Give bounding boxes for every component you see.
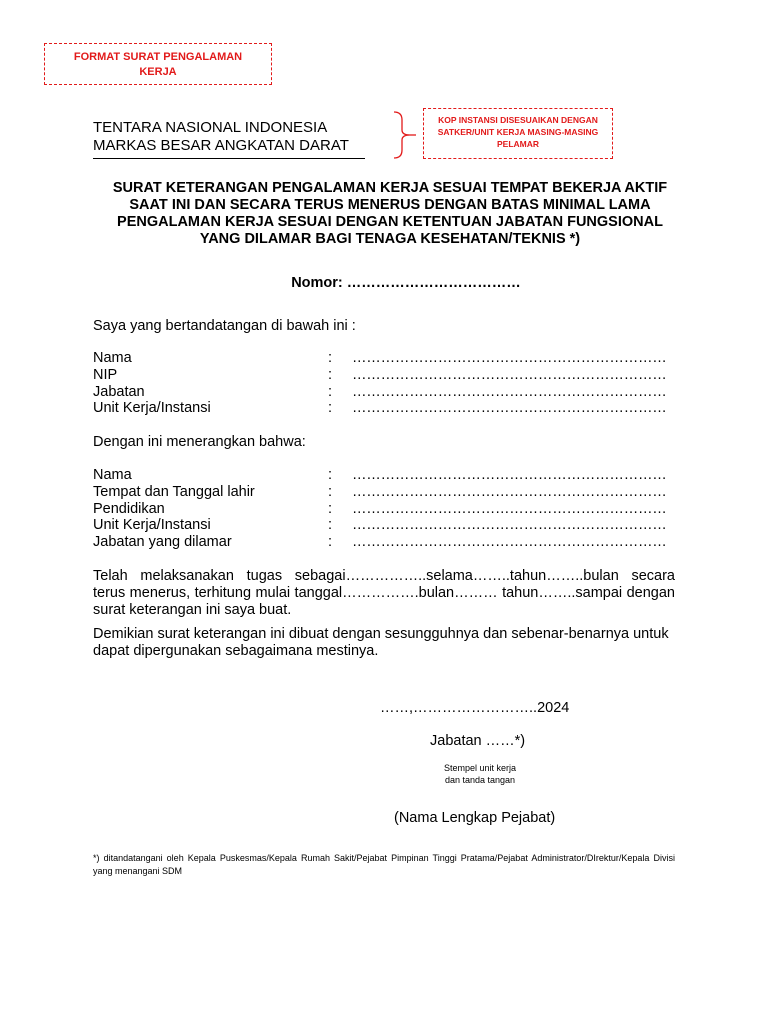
field-value-blank: …………………………………………………………	[352, 467, 667, 483]
curly-brace-icon	[392, 110, 416, 160]
letterhead	[93, 119, 365, 155]
letterhead-line-2: MARKAS BESAR ANGKATAN DARAT	[93, 137, 349, 154]
field-value-blank: …………………………………………………………	[352, 483, 667, 500]
field-row	[0, 384, 768, 401]
letterhead-divider	[93, 158, 365, 159]
field-row	[0, 484, 768, 501]
signer-fields	[0, 350, 768, 417]
field-row	[0, 467, 768, 484]
field-value-blank: …………………………………………………………	[352, 534, 667, 551]
document-title	[100, 180, 680, 248]
letterhead-line-1: TENTARA NASIONAL INDONESIA	[93, 119, 328, 136]
field-label: Pendidikan	[93, 500, 165, 517]
field-value-blank: …………………………………………………………	[352, 500, 667, 517]
signer-name: (Nama Lengkap Pejabat)	[394, 810, 556, 826]
document-number: Nomor: ………………………………	[291, 275, 521, 291]
field-colon: :	[328, 467, 333, 483]
field-colon: :	[328, 483, 333, 500]
field-value-blank: …………………………………………………………	[352, 383, 667, 400]
field-row	[0, 367, 768, 384]
field-row	[0, 501, 768, 518]
subject-fields	[0, 467, 768, 551]
field-label: Nama	[93, 467, 132, 483]
field-colon: :	[328, 500, 333, 517]
signer-position: Jabatan ……*)	[430, 733, 526, 749]
field-label: Unit Kerja/Instansi	[93, 400, 211, 417]
closing-paragraph: Demikian surat keterangan ini dibuat dengan sesungguhnya dan sebenar-benarnya untuk dapat dipergunakan sebagaimana mestinya.	[93, 626, 669, 659]
field-colon: :	[328, 383, 333, 400]
field-label: NIP	[93, 366, 118, 383]
field-label: Unit Kerja/Instansi	[93, 517, 211, 534]
title-line-3: PENGALAMAN KERJA SESUAI DENGAN KETENTUAN JABATAN FUNGSIONAL	[117, 214, 663, 230]
kop-note-box	[423, 108, 613, 159]
title-line-2: SAAT INI DAN SECARA TERUS MENERUS DENGAN BATAS MINIMAL LAMA	[129, 197, 651, 213]
field-row	[0, 534, 768, 551]
field-row	[0, 517, 768, 534]
stamp-line-1: Stempel unit kerja	[443, 763, 517, 773]
kop-note-text: KOP INSTANSI DISESUAIKAN DENGAN SATKER/UNIT KERJA MASING-MASING PELAMAR	[437, 115, 599, 149]
format-note-box	[44, 43, 272, 85]
format-note-text: FORMAT SURAT PENGALAMAN KERJA	[73, 51, 243, 78]
field-colon: :	[328, 517, 333, 534]
field-label: Nama	[93, 350, 132, 366]
field-colon: :	[328, 400, 333, 417]
field-value-blank: …………………………………………………………	[352, 366, 667, 383]
stamp-placeholder	[380, 762, 580, 786]
signature-date: ……,……………………..2024	[380, 700, 570, 716]
field-colon: :	[328, 534, 333, 551]
field-label: Jabatan	[93, 383, 145, 400]
footnote: *) ditandatangani oleh Kepala Puskesmas/Kepala Rumah Sakit/Pejabat Pimpinan Tinggi Pratama/Pejabat Administrator/DIrektur/Kepala Divisi yang menangani SDM	[93, 853, 675, 876]
field-row	[0, 400, 768, 417]
field-label: Jabatan yang dilamar	[93, 534, 232, 551]
stamp-line-2: dan tanda tangan	[444, 775, 516, 785]
intro-text: Saya yang bertandatangan di bawah ini :	[93, 318, 356, 334]
service-paragraph: Telah melaksanakan tugas sebagai……………..selama……..tahun……..bulan secara terus menerus, terhitung mulai tanggal…………….bulan……… tahun……..sampai dengan surat keterangan ini saya buat.	[93, 568, 675, 618]
title-line-1: SURAT KETERANGAN PENGALAMAN KERJA SESUAI TEMPAT BEKERJA AKTIF	[112, 180, 668, 196]
field-colon: :	[328, 350, 333, 366]
field-label: Tempat dan Tanggal lahir	[93, 483, 255, 500]
field-value-blank: …………………………………………………………	[352, 400, 667, 417]
field-colon: :	[328, 366, 333, 383]
title-line-4: YANG DILAMAR BAGI TENAGA KESEHATAN/TEKNIS *)	[199, 231, 581, 247]
field-value-blank: …………………………………………………………	[352, 350, 667, 366]
statement-intro: Dengan ini menerangkan bahwa:	[93, 434, 306, 450]
field-value-blank: …………………………………………………………	[352, 517, 667, 534]
field-row	[0, 350, 768, 367]
